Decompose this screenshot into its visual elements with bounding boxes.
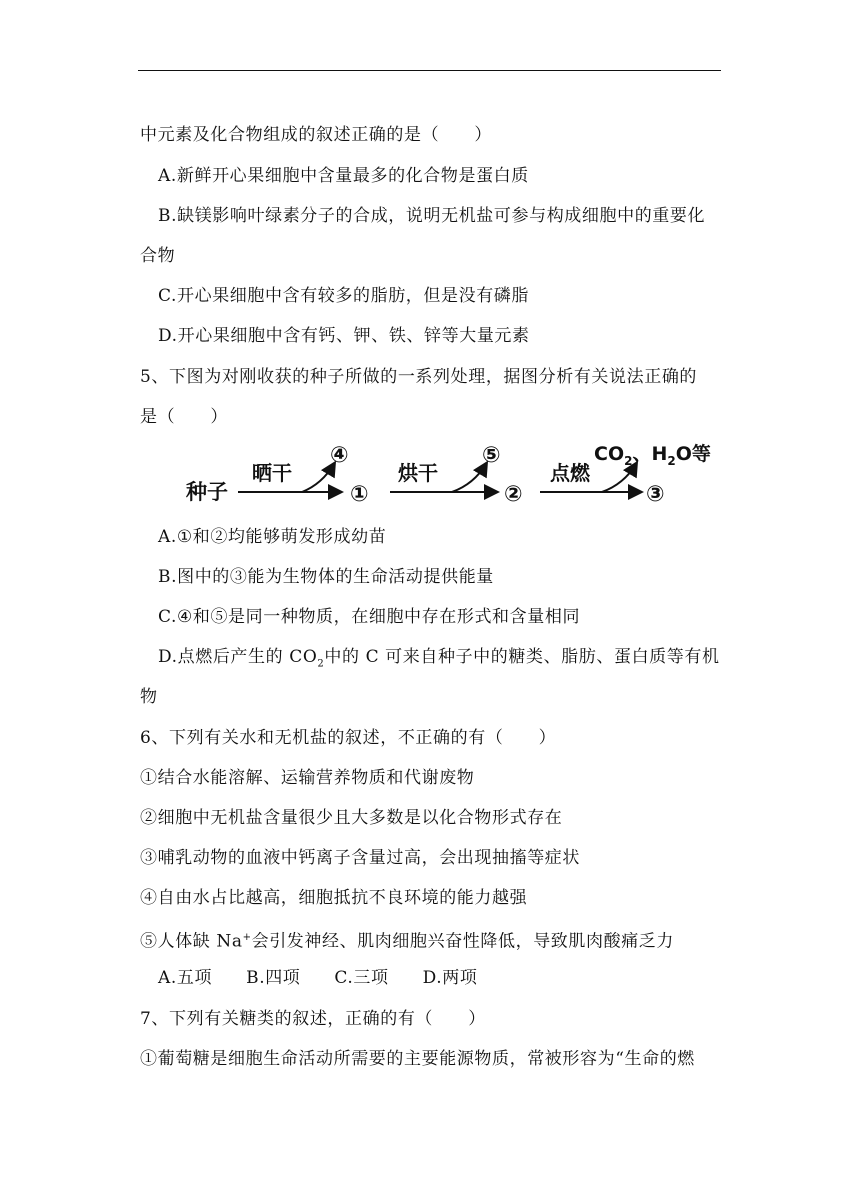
q5-option-d: D.点燃后产生的 $CO_2$中的 C 可来自种子中的糖类、脂肪、蛋白质等有机	[158, 647, 720, 670]
q6-option-a: A.五项	[158, 968, 213, 988]
branch-arrow-3	[602, 464, 636, 492]
q6-statement-3: ③哺乳动物的血液中钙离子含量过高，会出现抽搐等症状	[140, 848, 580, 868]
q4-option-a: A.新鲜开心果细胞中含量最多的化合物是蛋白质	[158, 166, 529, 186]
seed-process-diagram	[184, 436, 724, 511]
product-2: ②	[504, 482, 523, 507]
q7-statement-1: ①葡萄糖是细胞生命活动所需要的主要能源物质，常被形容为“生命的燃	[140, 1049, 695, 1069]
q6-stem: 6、下列有关水和无机盐的叙述，不正确的有（ ）	[140, 728, 557, 748]
q6-option-b: B.四项	[246, 968, 301, 988]
product-5: ⑤	[482, 443, 501, 468]
product-4: ④	[330, 443, 349, 468]
q4-stem: 中元素及化合物组成的叙述正确的是（ ）	[140, 125, 492, 145]
q5-option-b: B.图中的③能为生物体的生命活动提供能量	[158, 567, 494, 587]
q4-option-b: B.缺镁影响叶绿素分子的合成，说明无机盐可参与构成细胞中的重要化	[158, 206, 706, 226]
q4-option-b-cont: 合物	[140, 246, 176, 266]
q6-options	[158, 967, 505, 989]
q6-option-c: C.三项	[334, 968, 389, 988]
q6-statement-4: ④自由水占比越高，细胞抵抗不良环境的能力越强	[140, 888, 528, 908]
q4-option-d: D.开心果细胞中含有钙、钾、铁、锌等大量元素	[158, 326, 530, 346]
q6-statement-2: ②细胞中无机盐含量很少且大多数是以化合物形式存在	[140, 808, 563, 828]
branch-arrow-1	[302, 464, 334, 492]
step2-label: 烘干	[398, 461, 438, 485]
product-1: ①	[350, 482, 369, 507]
q4-option-c: C.开心果细胞中含有较多的脂肪，但是没有磷脂	[158, 286, 530, 306]
seed-label: 种子	[186, 480, 228, 504]
q6-statement-1: ①结合水能溶解、运输营养物质和代谢废物	[140, 768, 475, 788]
q6-option-d: D.两项	[422, 968, 478, 988]
header-rule	[138, 70, 721, 71]
branch-arrow-2	[452, 464, 486, 492]
step3-label: 点燃	[550, 461, 590, 485]
q5-stem: 5、下图为对刚收获的种子所做的一系列处理，据图分析有关说法正确的	[140, 367, 698, 387]
product-3: ③	[646, 482, 665, 507]
combustion-products: $CO_2$、$H_2O$等	[594, 443, 711, 468]
q5-stem-cont: 是（ ）	[140, 407, 228, 427]
q5-option-c: C.④和⑤是同一种物质，在细胞中存在形式和含量相同	[158, 607, 581, 627]
step1-label: 晒干	[252, 461, 292, 485]
q5-option-d-cont: 物	[140, 687, 158, 707]
q6-statement-5: ⑤人体缺 Na+会引发神经、肌肉细胞兴奋性降低，导致肌肉酸痛乏力	[140, 931, 675, 952]
q5-option-a: A.①和②均能够萌发形成幼苗	[158, 527, 387, 547]
q7-stem: 7、下列有关糖类的叙述，正确的有（ ）	[140, 1009, 486, 1029]
